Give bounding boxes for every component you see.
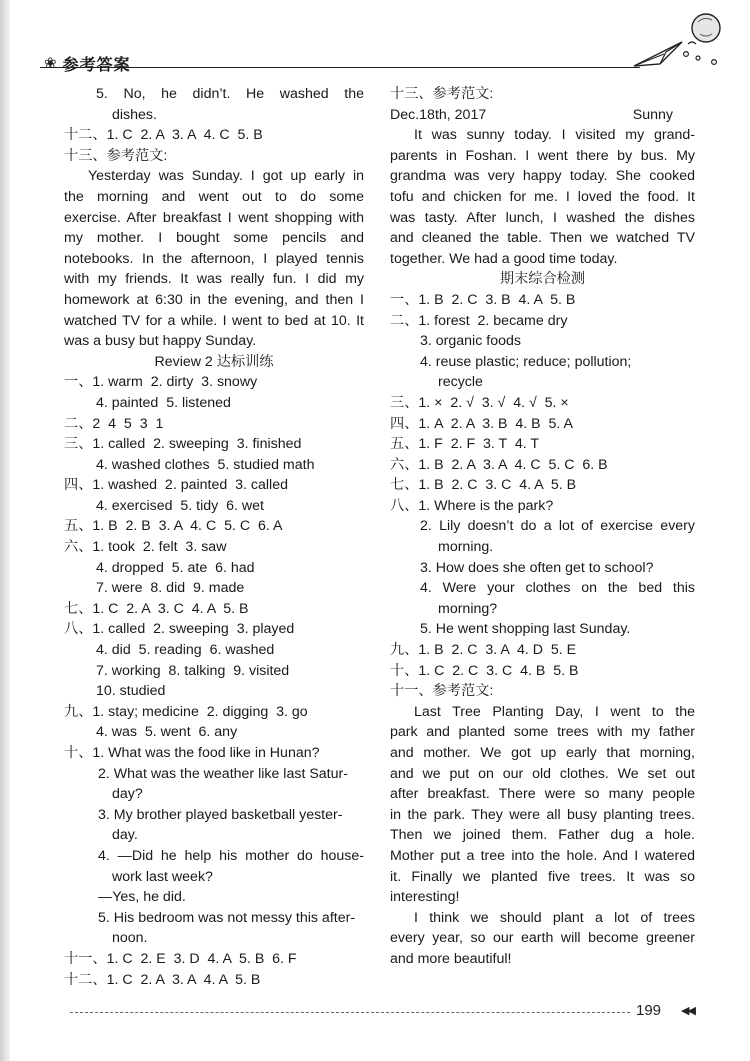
left-column: [64, 84, 364, 990]
right-line: 二、1. forest 2. became dry: [390, 312, 568, 329]
right-line: grandma was very happy today. She cooked: [390, 168, 695, 185]
right-line: 3. How does she often get to school?: [420, 559, 654, 576]
right-line: 3. organic foods: [420, 333, 521, 350]
left-line: 十三、参考范文:: [64, 147, 168, 164]
footer-rule: [70, 1012, 630, 1013]
header-title: 参考答案: [62, 56, 131, 74]
right-line: it. Finally we planted five trees. It was so: [390, 868, 695, 885]
left-line: 2. What was the weather like last Satur-: [98, 765, 348, 782]
left-line: 4. was 5. went 6. any: [96, 724, 238, 741]
page-number: 199: [636, 1002, 662, 1019]
left-line: Yesterday was Sunday. I got up early in: [88, 168, 364, 185]
left-line: the morning and went out to do some: [64, 188, 364, 205]
right-line: Then we joined them. Father dug a hole.: [390, 827, 695, 844]
right-line: tofu and chicken for me. I loved the food. It: [390, 188, 695, 205]
right-line: It was sunny today. I visited my grand-: [414, 127, 695, 144]
left-line: 4. painted 5. listened: [96, 394, 231, 411]
right-column: [390, 84, 695, 970]
left-line: 四、1. washed 2. painted 3. called: [64, 477, 288, 494]
right-line: 期末综合检测: [499, 271, 586, 288]
flower-icon: ❀: [44, 55, 57, 72]
right-line: 五、1. F 2. F 3. T 4. T: [390, 436, 540, 453]
right-line: after breakfast. There were so many people: [390, 786, 695, 803]
right-line: 十三、参考范文:: [390, 86, 494, 102]
right-line: I think we should plant a lot of trees: [414, 909, 695, 926]
right-line: park and planted some trees with my father: [390, 724, 695, 741]
left-line: 八、1. called 2. sweeping 3. played: [64, 621, 295, 638]
left-line: 10. studied: [96, 683, 166, 700]
left-line: 十一、1. C 2. E 3. D 4. A 5. B 6. F: [64, 950, 297, 967]
right-line: together. We had a good time today.: [390, 250, 618, 267]
left-line: —Yes, he did.: [98, 889, 186, 906]
left-line: 4. did 5. reading 6. washed: [96, 642, 275, 659]
left-line: with my friends. It was really fun. I did my: [64, 271, 364, 288]
right-line: and cleaned the table. Then we watched TV: [390, 230, 695, 247]
left-line: 二、2 4 5 3 1: [64, 415, 164, 432]
left-line: 九、1. stay; medicine 2. digging 3. go: [64, 703, 308, 720]
left-line: 五、1. B 2. B 3. A 4. C 5. C 6. A: [64, 518, 283, 535]
left-line: day?: [112, 786, 143, 803]
left-line: 7. working 8. talking 9. visited: [96, 662, 290, 679]
left-line: exercise. After breakfast I went shopping with: [64, 209, 364, 226]
right-line: Mother put a tree into the hole. And I watered: [390, 847, 695, 864]
left-line: work last week?: [112, 868, 213, 885]
left-line: 六、1. took 2. felt 3. saw: [64, 539, 227, 556]
left-line: 3. My brother played basketball yester-: [98, 806, 343, 823]
left-line: dishes.: [112, 106, 157, 123]
left-line: 十二、1. C 2. A 3. A 4. A 5. B: [64, 971, 261, 988]
right-line: 七、1. B 2. C 3. C 4. A 5. B: [390, 477, 577, 494]
header-rule: [40, 67, 640, 68]
page-header: [44, 52, 131, 74]
left-line: 5. No, he didn’t. He washed the: [96, 86, 364, 102]
left-line: 七、1. C 2. A 3. C 4. A 5. B: [64, 600, 249, 617]
left-line: Review 2 达标训练: [154, 353, 274, 370]
right-line: 十、1. C 2. C 3. C 4. B 5. B: [390, 662, 579, 679]
left-line: watched TV for a while. I went to bed at 10. It: [64, 312, 364, 329]
right-line: 九、1. B 2. C 3. A 4. D 5. E: [390, 642, 577, 659]
left-line: 4. exercised 5. tidy 6. wet: [96, 497, 264, 514]
page-arrow-icon: ◀◀: [681, 1005, 694, 1017]
left-line: day.: [112, 827, 138, 844]
left-line: 5. His bedroom was not messy this after-: [98, 909, 356, 926]
right-line: 六、1. B 2. A 3. A 4. C 5. C 6. B: [390, 456, 608, 473]
right-line: 十一、参考范文:: [390, 683, 494, 700]
book-spine: [0, 0, 10, 1061]
right-line: 4. reuse plastic; reduce; pollution;: [420, 353, 632, 370]
right-line: 一、1. B 2. C 3. B 4. A 5. B: [390, 291, 576, 308]
left-line: my mother. I bought some pencils and: [64, 230, 364, 247]
right-line: and mother. We got up early that morning,: [390, 745, 695, 761]
right-line: 八、1. Where is the park?: [390, 497, 554, 514]
diary-weather: Sunny: [632, 106, 673, 123]
right-line: parents in Foshan. I went there by bus. My: [390, 147, 695, 164]
right-line: 5. He went shopping last Sunday.: [420, 621, 631, 638]
left-line: 4. —Did he help his mother do house-: [98, 847, 364, 864]
left-line: 4. dropped 5. ate 6. had: [96, 559, 255, 576]
right-line: interesting!: [390, 889, 460, 906]
left-line: noon.: [112, 930, 148, 947]
right-line: and more beautiful!: [390, 950, 512, 967]
right-line: morning.: [438, 539, 494, 556]
left-line: 7. were 8. did 9. made: [96, 580, 245, 597]
right-line: every year, so our earth will become greener: [390, 930, 695, 947]
right-line: in the park. They were all busy planting trees.: [390, 806, 695, 823]
left-line: 十二、1. C 2. A 3. A 4. C 5. B: [64, 127, 263, 144]
left-line: was a busy but happy Sunday.: [64, 333, 257, 350]
right-line: was tasty. After lunch, I washed the dishes: [390, 209, 695, 226]
right-line: 三、1. × 2. √ 3. √ 4. √ 5. ×: [390, 394, 569, 411]
left-line: 4. washed clothes 5. studied math: [96, 456, 315, 473]
right-line: 4. Were your clothes on the bed this: [420, 580, 695, 597]
left-line: 三、1. called 2. sweeping 3. finished: [64, 436, 302, 453]
diary-date: Dec.18th, 2017: [390, 106, 487, 123]
right-line: 2. Lily doesn’t do a lot of exercise every: [420, 518, 695, 535]
left-line: 一、1. warm 2. dirty 3. snowy: [64, 374, 258, 391]
left-line: notebooks. In the afternoon, I played tennis: [64, 250, 364, 267]
right-line: morning?: [438, 600, 498, 617]
right-line: recycle: [438, 374, 483, 391]
right-line: Last Tree Planting Day, I went to the: [414, 703, 695, 720]
paper-plane-planet-icon: [620, 8, 730, 72]
diary-date-line: [390, 105, 695, 126]
right-line: and we put on our old clothes. We set out: [390, 765, 695, 782]
left-line: homework at 6:30 in the evening, and then I: [64, 291, 364, 308]
right-line: 四、1. A 2. A 3. B 4. B 5. A: [390, 415, 573, 432]
left-line: 十、1. What was the food like in Hunan?: [64, 745, 320, 761]
